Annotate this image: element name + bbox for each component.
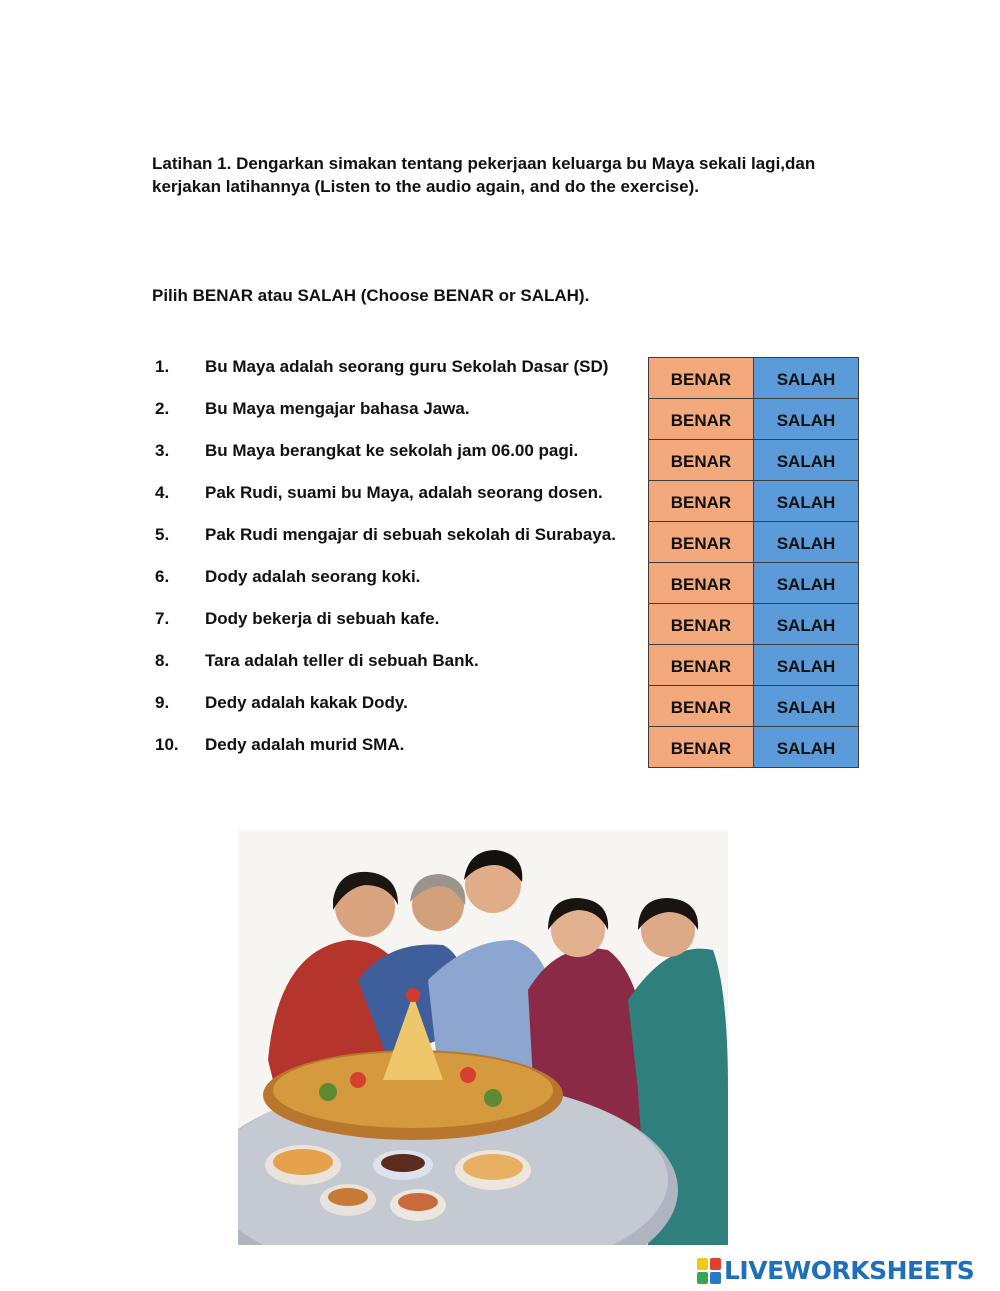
family-photo-illustration: [238, 830, 728, 1245]
question-number: 9.: [155, 693, 170, 712]
question-list: [152, 356, 647, 776]
family-photo: [238, 830, 728, 1245]
answer-row: [649, 686, 859, 727]
question-number: 5.: [155, 525, 170, 544]
question-item: [152, 650, 647, 692]
question-text: Pak Rudi, suami bu Maya, adalah seorang dosen.: [205, 483, 603, 502]
question-text: Dedy adalah murid SMA.: [205, 735, 405, 754]
answer-row: [649, 358, 859, 399]
question-text: Tara adalah teller di sebuah Bank.: [205, 651, 479, 670]
question-number: 6.: [155, 567, 170, 586]
answer-row: [649, 440, 859, 481]
question-text: Dody bekerja di sebuah kafe.: [205, 609, 440, 628]
salah-option[interactable]: SALAH: [754, 645, 859, 686]
salah-option[interactable]: SALAH: [754, 604, 859, 645]
question-text: Bu Maya adalah seorang guru Sekolah Dasar (SD): [205, 357, 609, 376]
question-text: Dedy adalah kakak Dody.: [205, 693, 408, 712]
salah-option[interactable]: SALAH: [754, 358, 859, 399]
question-number: 3.: [155, 441, 170, 460]
answer-row: [649, 481, 859, 522]
choose-instruction: Pilih BENAR atau SALAH (Choose BENAR or SALAH).: [152, 286, 590, 305]
question-text: Bu Maya berangkat ke sekolah jam 06.00 pagi.: [205, 441, 579, 460]
benar-option[interactable]: BENAR: [649, 522, 754, 563]
question-number: 1.: [155, 357, 170, 376]
answer-row: [649, 604, 859, 645]
question-number: 8.: [155, 651, 170, 670]
benar-option[interactable]: BENAR: [649, 399, 754, 440]
benar-option[interactable]: BENAR: [649, 358, 754, 399]
salah-option[interactable]: SALAH: [754, 563, 859, 604]
question-number: 4.: [155, 483, 170, 502]
question-item: [152, 566, 647, 608]
benar-option[interactable]: BENAR: [649, 440, 754, 481]
question-text: Dody adalah seorang koki.: [205, 567, 421, 586]
answer-row: [649, 399, 859, 440]
benar-option[interactable]: BENAR: [649, 481, 754, 522]
answer-row: [649, 563, 859, 604]
salah-option[interactable]: SALAH: [754, 481, 859, 522]
answer-row: [649, 522, 859, 563]
salah-option[interactable]: SALAH: [754, 727, 859, 768]
question-item: [152, 398, 647, 440]
question-number: 7.: [155, 609, 170, 628]
answer-table: [648, 357, 859, 768]
question-item: [152, 692, 647, 734]
benar-option[interactable]: BENAR: [649, 727, 754, 768]
salah-option[interactable]: SALAH: [754, 399, 859, 440]
answer-row: [649, 727, 859, 768]
benar-option[interactable]: BENAR: [649, 645, 754, 686]
salah-option[interactable]: SALAH: [754, 522, 859, 563]
liveworksheets-brand: [697, 1256, 974, 1286]
question-number: 2.: [155, 399, 170, 418]
question-item: [152, 524, 647, 566]
answer-row: [649, 645, 859, 686]
liveworksheets-logo-icon: [697, 1258, 721, 1284]
question-number: 10.: [155, 735, 179, 754]
exercise-instructions: Latihan 1. Dengarkan simakan tentang pekerjaan keluarga bu Maya sekali lagi,dan kerjakan latihannya (Listen to the audio again, and do the exercise).: [152, 154, 816, 196]
question-item: [152, 356, 647, 398]
salah-option[interactable]: SALAH: [754, 686, 859, 727]
question-text: Pak Rudi mengajar di sebuah sekolah di Surabaya.: [205, 525, 616, 544]
benar-option[interactable]: BENAR: [649, 686, 754, 727]
question-text: Bu Maya mengajar bahasa Jawa.: [205, 399, 470, 418]
question-item: [152, 482, 647, 524]
salah-option[interactable]: SALAH: [754, 440, 859, 481]
benar-option[interactable]: BENAR: [649, 563, 754, 604]
benar-option[interactable]: BENAR: [649, 604, 754, 645]
question-item: [152, 734, 647, 776]
question-item: [152, 608, 647, 650]
question-item: [152, 440, 647, 482]
liveworksheets-wordmark: LIVEWORKSHEETS: [724, 1256, 975, 1285]
